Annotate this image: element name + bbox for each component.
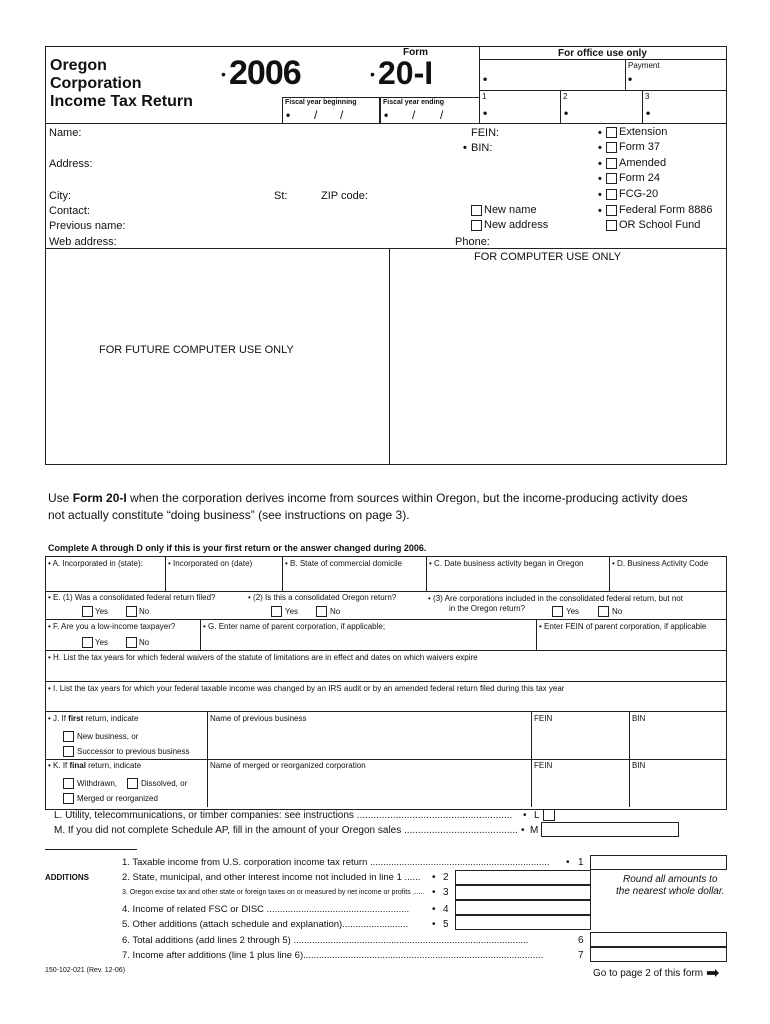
- row-j-bottom: [45, 759, 727, 760]
- questions-heading: Complete A through D only if this is your first return or the answer changed during 2006.: [48, 543, 427, 553]
- e3-yes-checkbox[interactable]: [552, 606, 563, 617]
- form-label: Form: [403, 47, 428, 58]
- g-dot: •: [203, 622, 206, 631]
- j-pre: J. If: [53, 714, 69, 723]
- payment-divider: [625, 59, 626, 90]
- intro-use: Use: [48, 491, 73, 505]
- tax-year: 2006: [229, 54, 301, 92]
- e3-yes-label: Yes: [566, 607, 580, 616]
- h-dot: •: [48, 653, 51, 662]
- inc-date-label: [168, 559, 252, 568]
- row-h-bottom: [45, 681, 727, 682]
- web-address-label: Web address:: [49, 236, 117, 248]
- city-label: City:: [49, 190, 71, 202]
- line4-dot: •: [432, 904, 436, 915]
- fiscal-end-dot: •: [384, 108, 389, 122]
- fcg20-label: FCG-20: [619, 188, 659, 200]
- c-dot: •: [429, 559, 432, 568]
- fiscal-end-sep2: /: [440, 108, 444, 122]
- header-state: Oregon: [50, 57, 107, 74]
- computer-use-label: FOR COMPUTER USE ONLY: [474, 251, 622, 263]
- line1-label: 1. Taxable income from U.S. corporation income tax return ....................................................................: [122, 857, 550, 868]
- office-box2-dot: •: [564, 106, 569, 120]
- k-bin-label: BIN: [632, 761, 646, 770]
- zip-label: ZIP code:: [321, 190, 368, 202]
- fiscal-begin-sep1: /: [314, 108, 318, 122]
- m-amount-field[interactable]: [541, 822, 679, 837]
- f-label: [48, 622, 175, 631]
- ab-divider: [165, 556, 166, 591]
- f-yes-checkbox[interactable]: [82, 637, 93, 648]
- info-left-border: [45, 124, 46, 248]
- j-new-business-label: New business, or: [77, 732, 139, 741]
- g-text: G. Enter name of parent corporation, if applicable;: [208, 622, 386, 631]
- address-label: Address:: [49, 158, 93, 170]
- m-label: M. If you did not complete Schedule AP, fill in the amount of your Oregon sales .........................................: [54, 825, 518, 836]
- line5-amount[interactable]: [455, 915, 591, 930]
- fed8886-dot: •: [598, 205, 602, 217]
- amended-checkbox[interactable]: [606, 158, 617, 169]
- fein-label: FEIN:: [471, 127, 500, 139]
- k-withdrawn-label: Withdrawn,: [77, 779, 118, 788]
- e2-yes-checkbox[interactable]: [271, 606, 282, 617]
- line2-dot: •: [432, 872, 436, 883]
- amended-label: Amended: [619, 157, 667, 169]
- k-post: return, indicate: [85, 761, 142, 770]
- k-bold: final: [69, 761, 86, 770]
- office-rule: [479, 59, 727, 60]
- e2-label: [248, 593, 396, 602]
- form24-dot: •: [598, 173, 602, 185]
- office-box1-label: 1: [482, 92, 487, 101]
- line7-num: 7: [578, 950, 584, 961]
- e3-dot: •: [428, 594, 431, 603]
- d-label: [612, 559, 708, 568]
- bin-dot: •: [463, 142, 467, 154]
- k-name-label: Name of merged or reorganized corporation: [210, 761, 366, 770]
- line5-num: 5: [443, 919, 449, 930]
- b-dot: •: [285, 559, 288, 568]
- form-id: 150-102-021 (Rev. 12-06): [45, 967, 126, 974]
- a-dot: •: [48, 559, 51, 568]
- k-fein-label: FEIN: [534, 761, 553, 770]
- g-fein-label: [539, 622, 706, 631]
- k-pre: K. If: [53, 761, 70, 770]
- a-label: [48, 559, 143, 568]
- fiscal-begin-dot: •: [286, 108, 291, 122]
- st-label: St:: [274, 190, 288, 202]
- d-dot: •: [612, 559, 615, 568]
- line5-dot: •: [432, 919, 436, 930]
- m-code: M: [530, 825, 539, 836]
- h-label: [48, 653, 478, 662]
- additions-label: ADDITIONS: [45, 873, 89, 882]
- amended-dot: •: [598, 158, 602, 170]
- f-no-checkbox[interactable]: [126, 637, 137, 648]
- c-label: [429, 559, 583, 568]
- extension-dot: •: [598, 127, 602, 139]
- e3-no-label: No: [612, 607, 623, 616]
- year-dot: •: [221, 66, 226, 82]
- k-merged-checkbox[interactable]: [63, 793, 74, 804]
- form-number: 20-I: [378, 55, 434, 91]
- new-address-label: New address: [484, 219, 549, 231]
- e2-no-label: No: [330, 607, 341, 616]
- e2-dot: •: [248, 593, 251, 602]
- d-divider: [609, 556, 610, 591]
- e2-no-checkbox[interactable]: [316, 606, 327, 617]
- a-text: A. Incorporated in (state):: [52, 559, 143, 568]
- b-label: [285, 559, 402, 568]
- line7-amount[interactable]: [590, 947, 727, 962]
- line2-num: 2: [443, 872, 449, 883]
- k-dot: •: [48, 761, 51, 770]
- m-dot: •: [521, 825, 525, 836]
- form37-label: Form 37: [619, 141, 660, 153]
- new-name-label: New name: [484, 204, 537, 216]
- g-fein-dot: •: [539, 622, 542, 631]
- j-fein-label: FEIN: [534, 714, 553, 723]
- e1-no-checkbox[interactable]: [126, 606, 137, 617]
- line2-amount[interactable]: [455, 870, 591, 885]
- e1-text: E. (1) Was a consolidated federal return filed?: [53, 593, 216, 602]
- f-no-label: No: [139, 638, 150, 647]
- row-ad-bottom: [45, 591, 727, 592]
- office-rule2: [479, 90, 727, 91]
- new-address-checkbox[interactable]: [471, 220, 482, 231]
- extension-label: Extension: [619, 126, 668, 138]
- intro-line1: [48, 491, 688, 505]
- l-label: L. Utility, telecommunications, or timber companies: see instructions ........................................................: [54, 810, 513, 821]
- i-label: [48, 684, 564, 693]
- e3-label-a: [428, 594, 683, 603]
- office-divider: [479, 46, 480, 124]
- header-title: Income Tax Return: [50, 93, 193, 110]
- line6-amount[interactable]: [590, 932, 727, 947]
- j-successor-checkbox[interactable]: [63, 746, 74, 757]
- line1-dot: •: [566, 857, 570, 868]
- g-fein-text: Enter FEIN of parent corporation, if applicable: [544, 622, 707, 631]
- i-dot: •: [48, 684, 51, 693]
- round-note-1: Round all amounts to: [623, 874, 718, 885]
- extension-checkbox[interactable]: [606, 127, 617, 138]
- e1-no-label: No: [139, 607, 150, 616]
- b-text: B. State of commercial domicile: [290, 559, 403, 568]
- office-box2-divider: [560, 90, 561, 124]
- bin-label: BIN:: [471, 142, 493, 154]
- arrow-right-icon: ➡: [706, 965, 720, 982]
- e2-text: (2) Is this a consolidated Oregon return?: [253, 593, 397, 602]
- j-dot: •: [48, 714, 51, 723]
- k-withdrawn-checkbox[interactable]: [63, 778, 74, 789]
- phone-label: Phone:: [455, 236, 490, 248]
- e1-yes-label: Yes: [95, 607, 109, 616]
- f-yes-label: Yes: [95, 638, 109, 647]
- line4-amount[interactable]: [455, 900, 591, 915]
- line3-dot: •: [432, 887, 436, 898]
- office-box3-divider: [642, 90, 643, 124]
- payment-label: Payment: [628, 61, 660, 70]
- fed8886-label: Federal Form 8886: [619, 204, 713, 216]
- line4-num: 4: [443, 904, 449, 915]
- e2-yes-label: Yes: [285, 607, 299, 616]
- computer-use-divider: [389, 248, 390, 465]
- fed8886-checkbox[interactable]: [606, 205, 617, 216]
- e3-no-checkbox[interactable]: [598, 606, 609, 617]
- fcg20-checkbox[interactable]: [606, 189, 617, 200]
- inc-date-text: Incorporated on (date): [173, 559, 253, 568]
- j-name-label: Name of previous business: [210, 714, 307, 723]
- k-dissolved-label: Dissolved, or: [141, 779, 188, 788]
- new-name-checkbox[interactable]: [471, 205, 482, 216]
- name-label: Name:: [49, 127, 82, 139]
- goto-page2: Go to page 2 of this form: [593, 968, 704, 979]
- office-box3-dot: •: [646, 106, 651, 120]
- f-dot: •: [48, 622, 51, 631]
- f-text: F. Are you a low-income taxpayer?: [53, 622, 176, 631]
- office-box1-dot: •: [483, 106, 488, 120]
- line3-amount[interactable]: [455, 885, 591, 900]
- payment-dot: •: [628, 72, 633, 86]
- intro-rest1: when the corporation derives income from sources within Oregon, but the income-producing activity does: [126, 491, 688, 505]
- e3-label-b: in the Oregon return?: [449, 604, 526, 613]
- form37-dot: •: [598, 142, 602, 154]
- fiscal-end-sep1: /: [412, 108, 416, 122]
- d-text: D. Business Activity Code: [617, 559, 709, 568]
- e3-text-a: (3) Are corporations included in the consolidated federal return, but not: [433, 594, 683, 603]
- form24-label: Form 24: [619, 172, 660, 184]
- office-use-label: For office use only: [558, 48, 647, 59]
- round-note-2: the nearest whole dollar.: [616, 886, 725, 897]
- office-box2-label: 2: [563, 92, 568, 101]
- e1-label: [48, 593, 216, 602]
- line3-label: 3. Oregon excise tax and other state or foreign taxes on or measured by net income or profits ......: [122, 889, 425, 896]
- line6-label: 6. Total additions (add lines 2 through 5) .........................................................................................: [122, 935, 529, 946]
- form24-checkbox[interactable]: [606, 173, 617, 184]
- i-text: I. List the tax years for which your federal taxable income was changed by an IRS audit or by an amended federal return filed during this tax year: [53, 684, 565, 693]
- g-label: [203, 622, 385, 631]
- c-text: C. Date business activity began in Oregon: [434, 559, 584, 568]
- inc-date-dot: •: [168, 559, 171, 568]
- line7-label: 7. Income after additions (line 1 plus line 6)...........................................................................................: [122, 950, 544, 961]
- intro-line2: not actually constitute “doing business” (see instructions on page 3).: [48, 508, 410, 522]
- l-dot: •: [523, 810, 527, 821]
- k-label: [48, 761, 141, 770]
- computer-use-box: [45, 248, 727, 465]
- previous-name-label: Previous name:: [49, 220, 126, 232]
- j-successor-label: Successor to previous business: [77, 747, 190, 756]
- fiscal-begin-sep2: /: [340, 108, 344, 122]
- e1-yes-checkbox[interactable]: [82, 606, 93, 617]
- or-school-fund-checkbox[interactable]: [606, 220, 617, 231]
- fiscal-begin-label: Fiscal year beginning: [285, 99, 357, 106]
- b-divider: [282, 556, 283, 591]
- contact-label: Contact:: [49, 205, 90, 217]
- fcg20-dot: •: [598, 189, 602, 201]
- row-i-bottom: [45, 711, 727, 712]
- office-box3-label: 3: [645, 92, 650, 101]
- line1-amount[interactable]: [590, 855, 727, 870]
- j-label: [48, 714, 138, 723]
- e1-dot: •: [48, 593, 51, 602]
- j-new-business-checkbox[interactable]: [63, 731, 74, 742]
- lines-top-rule: [45, 849, 137, 850]
- line3-num: 3: [443, 887, 449, 898]
- office-dot-a: •: [483, 72, 488, 86]
- row-e-bottom: [45, 619, 727, 620]
- h-text: H. List the tax years for which federal waivers of the statute of limitations are in effect and dates on which waivers expire: [53, 653, 478, 662]
- l-checkbox[interactable]: [543, 809, 555, 821]
- fiscal-end-label: Fiscal year ending: [383, 99, 445, 106]
- line6-num: 6: [578, 935, 584, 946]
- g-fein-divider: [536, 619, 537, 650]
- j-bin-label: BIN: [632, 714, 646, 723]
- form-dot: •: [370, 66, 375, 82]
- line5-label: 5. Other additions (attach schedule and explanation).........................: [122, 919, 409, 930]
- info-right-border: [726, 124, 727, 248]
- l-code: L: [534, 810, 540, 821]
- row-fg-bottom: [45, 650, 727, 651]
- line4-label: 4. Income of related FSC or DISC ......................................................: [122, 904, 410, 915]
- line1-num: 1: [578, 857, 584, 868]
- k-merged-label: Merged or reorganized: [77, 794, 158, 803]
- c-divider: [426, 556, 427, 591]
- header-entity: Corporation: [50, 75, 142, 92]
- line2-label: 2. State, municipal, and other interest income not included in line 1 ......: [122, 872, 421, 883]
- k-dissolved-checkbox[interactable]: [127, 778, 138, 789]
- future-computer-use-label: FOR FUTURE COMPUTER USE ONLY: [99, 344, 294, 356]
- intro-form: Form 20-I: [72, 491, 127, 505]
- or-school-fund-label: OR School Fund: [619, 219, 701, 231]
- fg-divider: [200, 619, 201, 650]
- j-post: return, indicate: [83, 714, 139, 723]
- j-bold: first: [68, 714, 84, 723]
- form37-checkbox[interactable]: [606, 142, 617, 153]
